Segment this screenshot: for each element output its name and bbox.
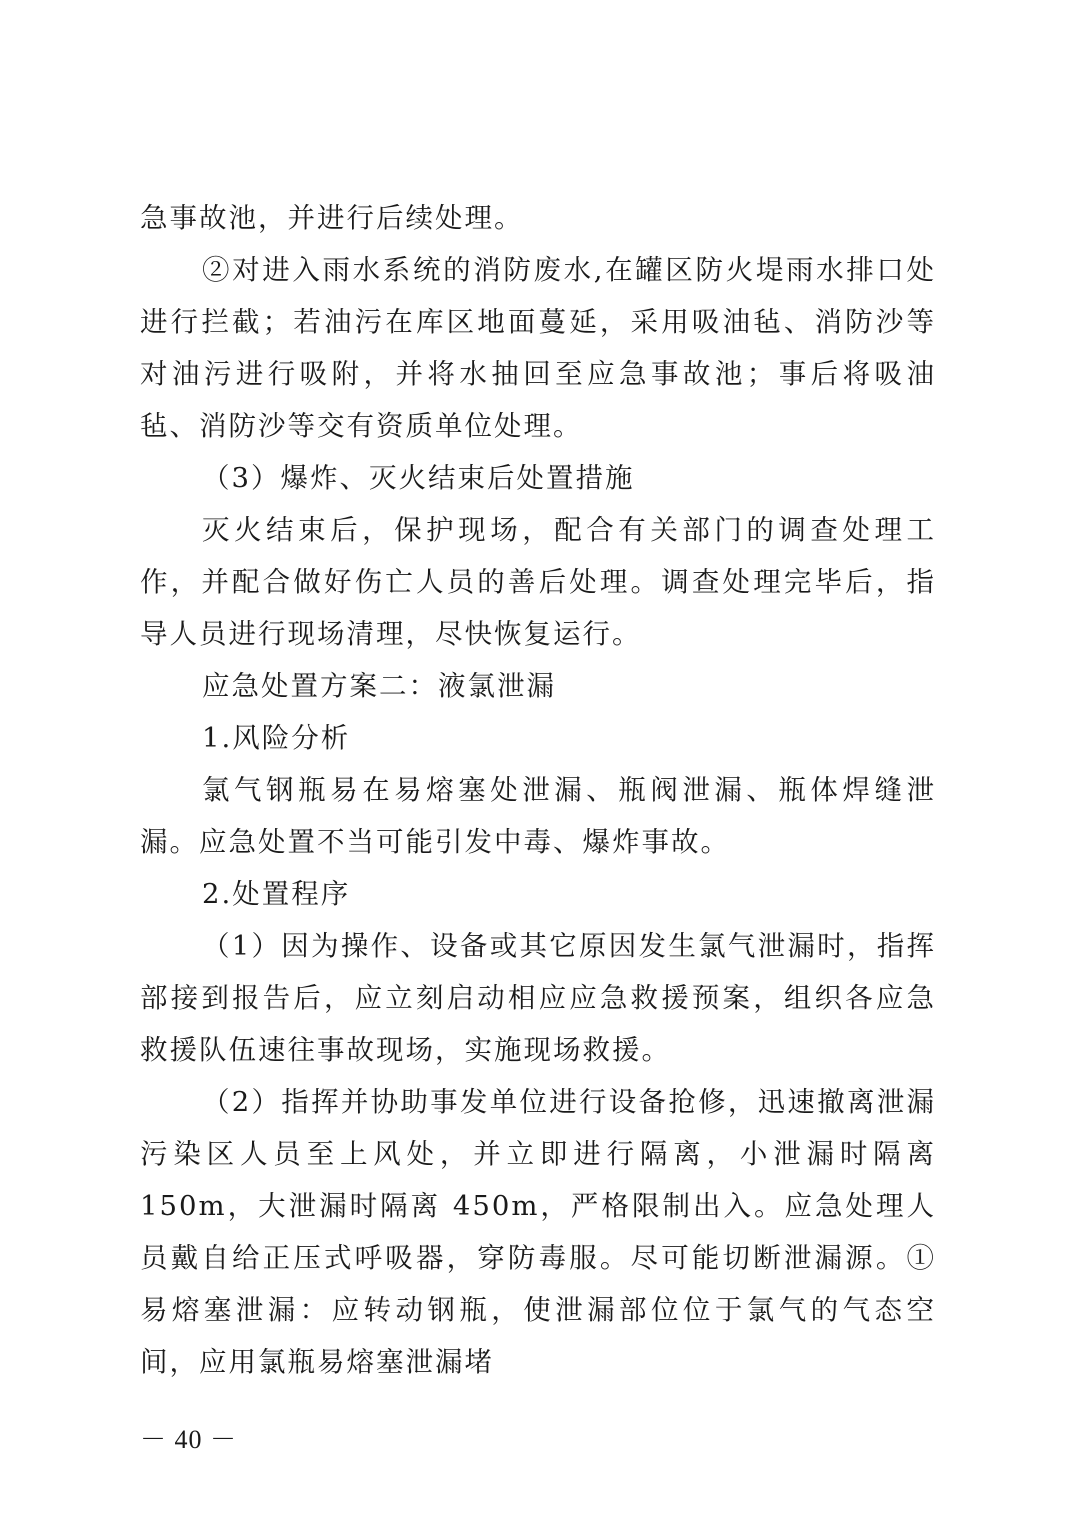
section-heading-procedure: 2.处置程序 xyxy=(202,878,351,910)
paragraph-rainwater-interception: ②对进入雨水系统的消防废水,在罐区防火堤雨水排口处进行拦截；若油污在库区地面蔓延，采用吸油毡、消防沙等对油污进行吸附，并将水抽回至应急事故池；事后将吸油毡、消防沙等交有资质单位处理。 xyxy=(140,254,936,442)
paragraph-procedure-step-1: （1）因为操作、设备或其它原因发生氯气泄漏时，指挥部接到报告后，应立刻启动相应应急救援预案，组织各应急救援队伍速往事故现场，实施现场救援。 xyxy=(140,930,936,1066)
section-heading-risk-analysis: 1.风险分析 xyxy=(202,722,351,754)
paragraph-risk-analysis: 氯气钢瓶易在易熔塞处泄漏、瓶阀泄漏、瓶体焊缝泄漏。应急处置不当可能引发中毒、爆炸事故。 xyxy=(140,774,936,858)
paragraph-post-fire-measures: 灭火结束后，保护现场，配合有关部门的调查处理工作，并配合做好伤亡人员的善后处理。调查处理完毕后，指导人员进行现场清理，尽快恢复运行。 xyxy=(140,514,936,650)
paragraph-continuation: 急事故池，并进行后续处理。 xyxy=(140,202,524,234)
page-number: － 40 － xyxy=(140,1425,238,1454)
section-heading-plan-two: 应急处置方案二：液氯泄漏 xyxy=(202,670,556,702)
document-body xyxy=(140,192,936,1388)
section-heading-post-explosion: （3）爆炸、灭火结束后处置措施 xyxy=(202,462,635,494)
paragraph-procedure-step-2: （2）指挥并协助事发单位进行设备抢修，迅速撤离泄漏污染区人员至上风处，并立即进行隔离，小泄漏时隔离 150m，大泄漏时隔离 450m，严格限制出入。应急处理人员戴自给正压式呼吸器，穿防毒服。尽可能切断泄漏源。①易熔塞泄漏：应转动钢瓶，使泄漏部位位于氯气的气态空间，应用氯瓶易熔塞泄漏堵 xyxy=(140,1086,936,1378)
